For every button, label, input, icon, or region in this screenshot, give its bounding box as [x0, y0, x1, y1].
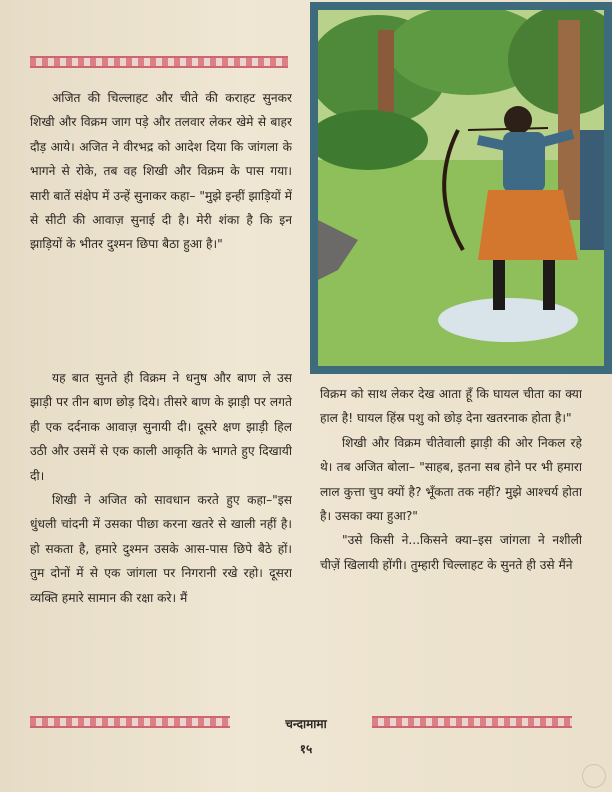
- story-illustration: [310, 2, 612, 374]
- paragraph: शिखी ने अजित को सावधान करते हुए कहा–"इस धुंधली चांदनी में उसका पीछा करना खतरे से खाली नहीं है। हो सकता है, हमारे दुश्मन उसके आस-पास छिपे बैठे हों। तुम दोनों में से एक जांगला पर निगरानी रखे रहो। दूसरा व्यक्ति हमारे सामान की रक्षा करे। मैं: [30, 493, 292, 605]
- paragraph: अजित की चिल्लाहट और चीते की कराहट सुनकर शिखी और विक्रम जाग पड़े और तलवार लेकर खेमे से बाहर दौड़ आये। अजित ने वीरभद्र को आदेश दिया कि जांगला के भागने से रोके, तब वह शिखी और विक्रम के पास गया। सारी बातें संक्षेप में उन्हें सुनाकर कहा– "मुझे इन्हीं झाड़ियों में से सीटी की आवाज़ सुनाई दी है। मेरी शंका है कि इन झाड़ियों के भीतर दुश्मन छिपा बैठा हुआ है।": [30, 91, 292, 252]
- left-column-bottom: [30, 366, 292, 706]
- top-ornament-border: [30, 56, 288, 68]
- corner-stamp-icon: [582, 764, 606, 788]
- magazine-name: चन्दामामा: [285, 717, 327, 731]
- paragraph: शिखी और विक्रम चीतेवाली झाड़ी की ओर निकल रहे थे। तब अजित बोला– "साहब, इतना सब होने पर भी हमारा लाल कुत्ता चुप क्यों है? भूँकता तक नहीं? मुझे आश्चर्य होता है। उसका क्या हुआ?": [320, 435, 582, 524]
- paragraph: यह बात सुनते ही विक्रम ने धनुष और बाण ले उस झाड़ी पर तीन बाण छोड़ दिये। तीसरे बाण के झाड़ी पर लगते ही एक दर्दनाक आवाज़ सुनायी दी। दूसरे क्षण झाड़ी हिल उठी और उसमें से एक काली आकृति के भागते हुए दिखायी दी।: [30, 371, 292, 483]
- paragraph: विक्रम को साथ लेकर देख आता हूँ कि घायल चीता का क्या हाल है! घायल हिंस्र पशु को छोड़ देना खतरनाक होता है।": [320, 387, 582, 426]
- page-number: १५: [299, 742, 313, 756]
- left-column-top: [30, 86, 292, 376]
- archer-illustration: [318, 10, 604, 366]
- right-column: [320, 382, 582, 708]
- paragraph: "उसे किसी ने...किसने क्या–इस जांगला ने नशीली चीज़ें खिलायी होंगी। तुम्हारी चिल्लाहट के सुनते ही उसे मैंने: [320, 533, 582, 572]
